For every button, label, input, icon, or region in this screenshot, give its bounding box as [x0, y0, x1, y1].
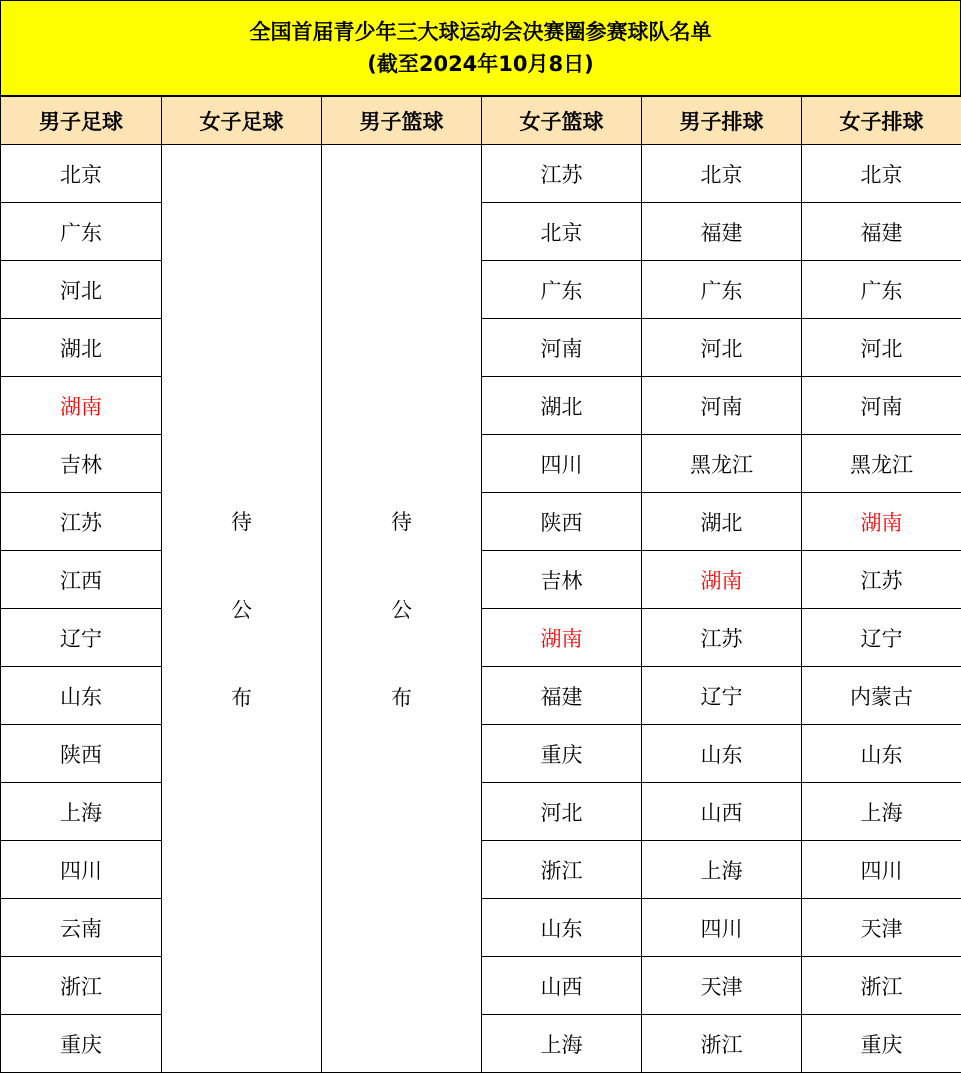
womens-volleyball-cell: 黑龙江	[802, 435, 961, 493]
womens-basketball-cell: 山东	[482, 899, 642, 957]
womens-basketball-cell: 湖南	[482, 609, 642, 667]
womens-basketball-cell: 上海	[482, 1015, 642, 1073]
mens-volleyball-cell: 山东	[642, 725, 802, 783]
mens-football-cell: 辽宁	[1, 609, 162, 667]
mens-basketball-pending	[322, 145, 482, 1073]
pending-char: 待	[391, 509, 412, 534]
pending-char: 布	[231, 685, 252, 710]
table-row	[1, 725, 961, 783]
mens-football-cell: 云南	[1, 899, 162, 957]
sheet-title	[0, 0, 961, 96]
mens-football-cell: 河北	[1, 261, 162, 319]
womens-volleyball-cell: 河北	[802, 319, 961, 377]
table-row	[1, 957, 961, 1015]
womens-basketball-cell: 山西	[482, 957, 642, 1015]
table-row	[1, 841, 961, 899]
mens-football-cell: 湖北	[1, 319, 162, 377]
mens-volleyball-cell: 辽宁	[642, 667, 802, 725]
table-row	[1, 493, 961, 551]
mens-volleyball-cell: 山西	[642, 783, 802, 841]
mens-volleyball-cell: 天津	[642, 957, 802, 1015]
mens-volleyball-cell: 广东	[642, 261, 802, 319]
mens-volleyball-cell: 福建	[642, 203, 802, 261]
womens-volleyball-cell: 湖南	[802, 493, 961, 551]
header-womens-football: 女子足球	[162, 97, 322, 145]
womens-volleyball-cell: 江苏	[802, 551, 961, 609]
mens-football-cell: 吉林	[1, 435, 162, 493]
womens-volleyball-cell: 福建	[802, 203, 961, 261]
title-line-2: (截至2024年10月8日)	[367, 52, 594, 76]
womens-football-pending	[162, 145, 322, 1073]
womens-basketball-cell: 广东	[482, 261, 642, 319]
table-row	[1, 319, 961, 377]
mens-football-cell: 江苏	[1, 493, 162, 551]
pending-char: 布	[391, 685, 412, 710]
womens-volleyball-cell: 内蒙古	[802, 667, 961, 725]
mens-football-cell: 上海	[1, 783, 162, 841]
table-row	[1, 667, 961, 725]
header-womens-basketball: 女子篮球	[482, 97, 642, 145]
team-roster-table	[0, 96, 961, 1073]
womens-volleyball-cell: 天津	[802, 899, 961, 957]
mens-volleyball-cell: 湖南	[642, 551, 802, 609]
mens-football-cell: 山东	[1, 667, 162, 725]
table-row	[1, 145, 961, 203]
womens-volleyball-cell: 重庆	[802, 1015, 961, 1073]
mens-volleyball-cell: 北京	[642, 145, 802, 203]
mens-volleyball-cell: 四川	[642, 899, 802, 957]
womens-basketball-cell: 吉林	[482, 551, 642, 609]
table-row	[1, 609, 961, 667]
mens-football-cell: 江西	[1, 551, 162, 609]
table-row	[1, 377, 961, 435]
mens-volleyball-cell: 黑龙江	[642, 435, 802, 493]
womens-basketball-cell: 浙江	[482, 841, 642, 899]
mens-football-cell: 北京	[1, 145, 162, 203]
womens-volleyball-cell: 辽宁	[802, 609, 961, 667]
mens-volleyball-cell: 河南	[642, 377, 802, 435]
table-row	[1, 783, 961, 841]
header-womens-volleyball: 女子排球	[802, 97, 961, 145]
womens-basketball-cell: 北京	[482, 203, 642, 261]
womens-basketball-cell: 湖北	[482, 377, 642, 435]
womens-volleyball-cell: 上海	[802, 783, 961, 841]
pending-char: 待	[231, 509, 252, 534]
mens-football-cell: 四川	[1, 841, 162, 899]
table-row	[1, 261, 961, 319]
pending-char: 公	[231, 597, 252, 622]
mens-football-cell: 广东	[1, 203, 162, 261]
table-row	[1, 203, 961, 261]
table-row	[1, 551, 961, 609]
womens-basketball-cell: 福建	[482, 667, 642, 725]
mens-football-cell: 浙江	[1, 957, 162, 1015]
mens-volleyball-cell: 湖北	[642, 493, 802, 551]
table-row	[1, 435, 961, 493]
womens-basketball-cell: 四川	[482, 435, 642, 493]
mens-football-cell: 湖南	[1, 377, 162, 435]
womens-volleyball-cell: 北京	[802, 145, 961, 203]
header-mens-football: 男子足球	[1, 97, 162, 145]
womens-volleyball-cell: 河南	[802, 377, 961, 435]
mens-football-cell: 陕西	[1, 725, 162, 783]
womens-basketball-cell: 河南	[482, 319, 642, 377]
womens-volleyball-cell: 四川	[802, 841, 961, 899]
womens-volleyball-cell: 广东	[802, 261, 961, 319]
pending-char: 公	[391, 597, 412, 622]
womens-volleyball-cell: 山东	[802, 725, 961, 783]
womens-volleyball-cell: 浙江	[802, 957, 961, 1015]
title-line-1: 全国首届青少年三大球运动会决赛圈参赛球队名单	[249, 20, 712, 44]
mens-volleyball-cell: 江苏	[642, 609, 802, 667]
womens-basketball-cell: 江苏	[482, 145, 642, 203]
header-row	[1, 97, 961, 145]
mens-football-cell: 重庆	[1, 1015, 162, 1073]
table-row	[1, 1015, 961, 1073]
mens-volleyball-cell: 上海	[642, 841, 802, 899]
womens-basketball-cell: 重庆	[482, 725, 642, 783]
mens-volleyball-cell: 浙江	[642, 1015, 802, 1073]
header-mens-volleyball: 男子排球	[642, 97, 802, 145]
womens-basketball-cell: 陕西	[482, 493, 642, 551]
mens-volleyball-cell: 河北	[642, 319, 802, 377]
table-row	[1, 899, 961, 957]
header-mens-basketball: 男子篮球	[322, 97, 482, 145]
womens-basketball-cell: 河北	[482, 783, 642, 841]
